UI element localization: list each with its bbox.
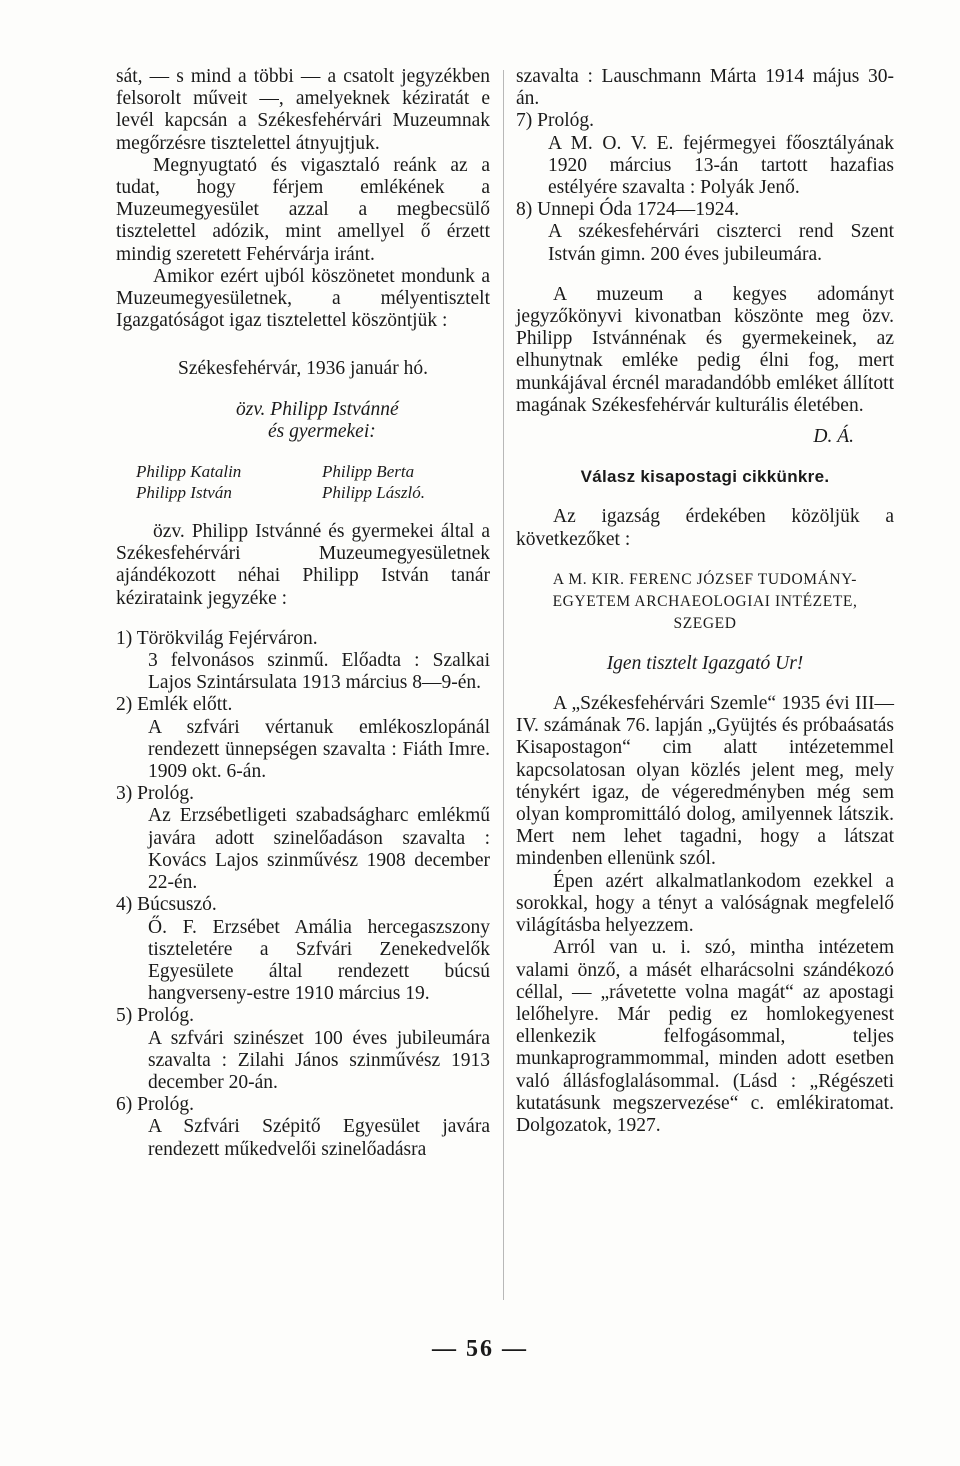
list-item (516, 110, 894, 199)
list-item-body: A szfvári szinészet 100 éves jubileumára szavalta : Zilahi János szinművész 1913 december 20-án. (148, 1027, 490, 1093)
author-initials: D. Á. (813, 426, 854, 448)
institution-line: SZEGED (673, 614, 737, 632)
list-item-title: 2) Emlék előtt. (116, 694, 233, 716)
list-item-title: 1) Törökvilág Fejérváron. (116, 627, 318, 649)
list-item-body: A székesfehérvári ciszterci rend Szent István gimn. 200 éves jubileumára. (548, 221, 894, 265)
page-number: — 56 — (432, 1336, 528, 1362)
signatory-name: Philipp Berta (322, 462, 415, 482)
list-item-title: 7) Prológ. (516, 110, 594, 132)
paragraph: sát, — s mind a többi — a csatolt jegyzékben felsorolt műveit —, amelyeknek kéziratát e levél kapcsán a Székesfehérvári Muzeumnak megőrzésre tisztelettel átnyujtjuk. (116, 66, 490, 154)
institution-line: EGYETEM ARCHAEOLOGIAI INTÉZETE, (552, 592, 858, 610)
paragraph: Arról van u. i. szó, mintha intézetem valami önző, a másét elharácsolni szándékozó céllal, — „rávetette volna magát“ az apostagi lelőhelyre. Már pedig ez homlokegyenest ellenkezik felfogásommal, teljes munkaprogrammommal, minden adott esetben való állásfoglalásommal. (Lásd : „Régészeti kutatásunk megszervezése“ c. emlékiratomat. Dolgozatok, 1927. (516, 937, 894, 1136)
paragraph: Az igazság érdekében közöljük a következőket : (516, 506, 894, 550)
list-item (116, 1094, 490, 1161)
paragraph: Épen azért alkalmatlankodom ezekkel a sorokkal, hogy a tényt a valóságnak megfelelő világításba helyezzem. (516, 870, 894, 937)
list-item (116, 628, 490, 695)
list-item (116, 694, 490, 783)
list-item-body: 3 felvonásos szinmű. Előadta : Szalkai Lajos Szintársulata 1913 március 8—9-én. (148, 650, 490, 694)
signatory-name: Philipp László. (322, 483, 425, 503)
paragraph: A „Székesfehérvári Szemle“ 1935 évi III—IV. számának 76. lapján „Gyüjtés és próbaásatás Kisapostagon“ cim alatt intézetemmel kapcsolatosan olyan közlés jelent meg, mely ténykért igaz, de végeredményben még sem olyan kompromittáló dolog, amilyennek látszik. Mert nem lehet tagadni, hogy a látszat mindenben ellenünk szól. (516, 693, 894, 870)
signatory-names (116, 461, 490, 503)
column-divider (503, 70, 504, 1300)
list-item-body: A szfvári vértanuk emlékoszlopánál rendezett ünnepségen szavalta : Fiáth Imre. 1909 okt. 6-án. (148, 716, 490, 783)
signature-line-1: özv. Philipp Istvánné (236, 398, 399, 420)
list-item-body: A M. O. V. E. fejérmegyei főosztályának 1920 március 13-án tartott hazafias estélyére szavalta : Polyák Jenő. (548, 132, 894, 199)
list-item-title: 8) Unnepi Óda 1724—1924. (516, 199, 740, 221)
list-item-title: 5) Prológ. (116, 1005, 194, 1027)
article-heading: Válasz kisapostagi cikkünkre. (580, 467, 830, 487)
list-item-body: Ő. F. Erzsébet Amália hercegaszszony tiszteletére a Szfvári Zenekedvelők Egyesülete által rendezett búcsú hangverseny-estre 1910 március 19. (148, 916, 490, 1005)
list-item-title: 6) Prológ. (116, 1094, 194, 1116)
place-date: Székesfehérvár, 1936 január hó. (178, 358, 428, 380)
list-item (116, 783, 490, 894)
signatory-name: Philipp István (136, 483, 232, 503)
list-item-body: Az Erzsébetligeti szabadságharc emlékmű javára adott szinelőadáson szavalta : Kovács Lajos szinművész 1908 december 22-én. (148, 805, 490, 894)
paragraph: szavalta : Lauschmann Márta 1914 május 30-án. (516, 66, 894, 110)
signature-line-2: és gyermekei: (268, 420, 376, 442)
list-item-title: 4) Búcsuszó. (116, 894, 217, 916)
paragraph: özv. Philipp Istvánné és gyermekei által a Székesfehérvári Muzeumegyesületnek ajándékozott néhai Philipp István tanár kézirataink jegyzéke : (116, 521, 490, 609)
list-item (116, 894, 490, 1005)
paragraph: Amikor ezért ujból köszönetet mondunk a Muzeumegyesületnek, a mélyentisztelt Igazgatóságot igaz tisztelettel köszöntjük : (116, 265, 490, 332)
list-item-body: A Szfvári Szépitő Egyesület javára rendezett műkedvelői szinelőadásra (148, 1116, 490, 1160)
paragraph: Megnyugtató és vigasztaló reánk az a tudat, hogy férjem emlékének a Muzeumegyesület azzal a megbecsülő tisztelettel adózik, mint amellyel ő érzett mindig szeretett Fehérvárja iránt. (116, 154, 490, 265)
salutation: Igen tisztelt Igazgató Ur! (606, 652, 804, 674)
list-item-title: 3) Prológ. (116, 783, 194, 805)
institution-line: A M. KIR. FERENC JÓZSEF TUDOMÁNY- (552, 570, 858, 588)
paragraph: A muzeum a kegyes adományt jegyzőkönyvi kivonatban köszönte meg özv. Philipp Istvánnénak és gyermekeinek, az elhunytnak emléke pedig élni fog, mert munkájával ércnél maradandóbb emléket állított magának Székesfehérvár kulturális életében. (516, 283, 894, 416)
signatory-name: Philipp Katalin (136, 462, 242, 482)
list-item (116, 1005, 490, 1094)
left-column (116, 66, 490, 1161)
right-column (516, 66, 894, 1137)
list-item (516, 199, 894, 266)
